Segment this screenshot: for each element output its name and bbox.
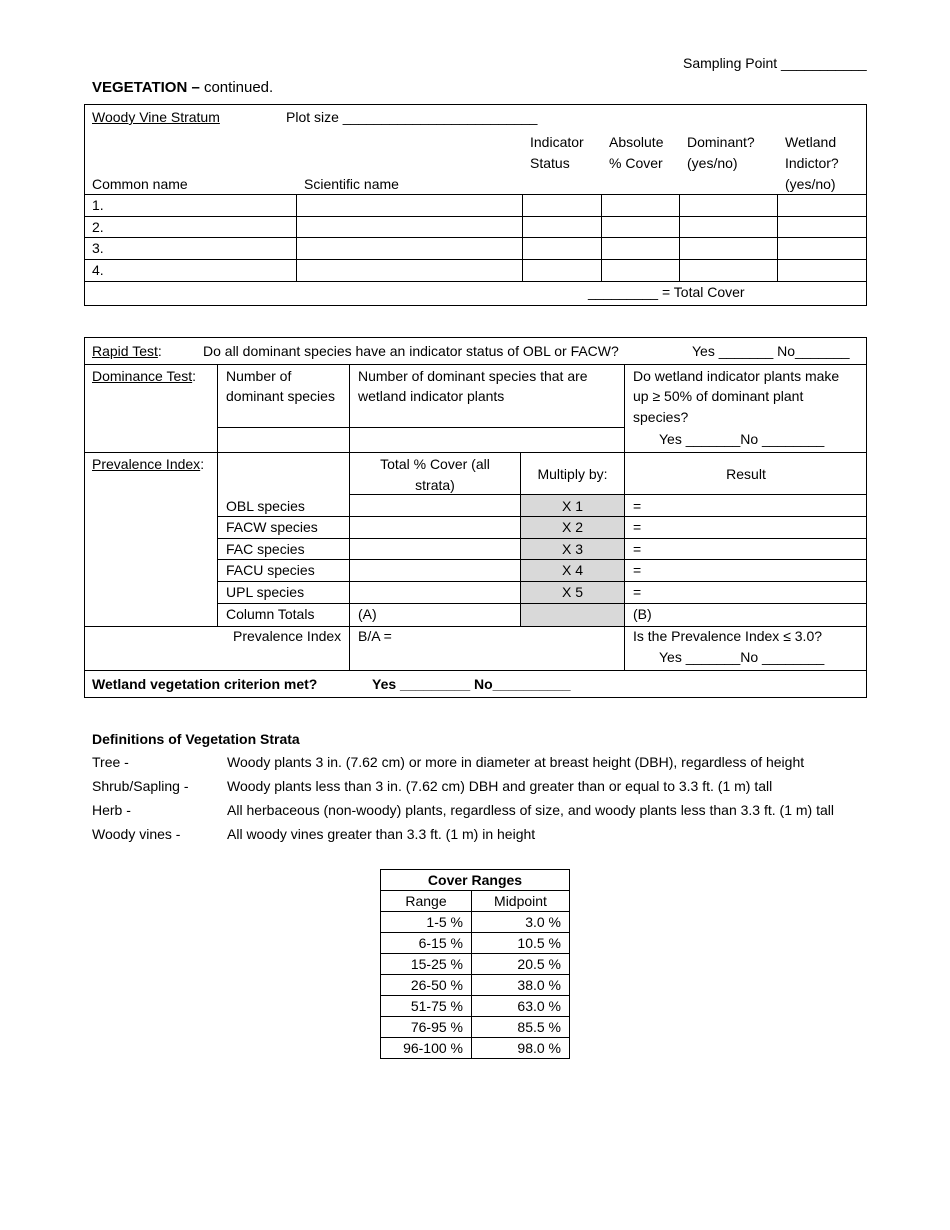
range-cell: 96-100 % bbox=[381, 1038, 472, 1059]
range-cell: 1-5 % bbox=[381, 912, 472, 933]
multiply-factor: X 5 bbox=[561, 584, 583, 600]
range-cell: 76-95 % bbox=[381, 1017, 472, 1038]
species-name: UPL species bbox=[226, 584, 305, 600]
dom-number-2: dominant species bbox=[226, 388, 335, 404]
col-multiply-by: Multiply by: bbox=[537, 466, 608, 482]
result-cell[interactable]: = bbox=[633, 519, 642, 535]
midpoint-cell: 10.5 % bbox=[472, 933, 570, 954]
title-bold: VEGETATION – bbox=[92, 79, 200, 96]
row-number: 4. bbox=[92, 262, 104, 278]
dom-question-3: species? bbox=[633, 409, 689, 425]
definitions-heading: Definitions of Vegetation Strata bbox=[92, 731, 300, 747]
definition-term: Herb - bbox=[92, 802, 131, 818]
midpoint-cell: 85.5 % bbox=[472, 1017, 570, 1038]
pi-question: Is the Prevalence Index ≤ 3.0? bbox=[633, 628, 823, 644]
multiply-factor: X 1 bbox=[561, 498, 583, 514]
result-cell[interactable]: = bbox=[633, 562, 642, 578]
col-range: Range bbox=[381, 891, 472, 912]
dom-question-2: up ≥ 50% of dominant plant bbox=[633, 388, 804, 404]
result-cell[interactable]: = bbox=[633, 498, 642, 514]
multiply-factor: X 2 bbox=[561, 519, 583, 535]
dom-number-1: Number of bbox=[226, 368, 292, 384]
range-cell: 15-25 % bbox=[381, 954, 472, 975]
rapid-test-label: Rapid Test: bbox=[92, 343, 162, 359]
midpoint-cell: 20.5 % bbox=[472, 954, 570, 975]
column-totals-label: Column Totals bbox=[226, 606, 315, 622]
plot-size-field[interactable]: Plot size _________________________ bbox=[286, 109, 538, 125]
range-cell: 51-75 % bbox=[381, 996, 472, 1017]
multiply-factor: X 4 bbox=[561, 562, 583, 578]
page-title bbox=[92, 79, 273, 96]
row-number: 3. bbox=[92, 240, 104, 256]
dom-wetland-1: Number of dominant species that are bbox=[358, 368, 588, 384]
col-dominant-2: (yes/no) bbox=[687, 155, 738, 171]
col-midpoint: Midpoint bbox=[472, 891, 570, 912]
col-dominant-1: Dominant? bbox=[687, 134, 755, 150]
col-scientific-name: Scientific name bbox=[304, 176, 399, 192]
col-wetland-2: Indictor? bbox=[785, 155, 839, 171]
midpoint-cell: 3.0 % bbox=[472, 912, 570, 933]
criterion-label: Wetland vegetation criterion met? bbox=[92, 676, 318, 692]
cover-ranges-table bbox=[380, 869, 570, 1059]
title-rest: continued. bbox=[199, 79, 274, 96]
col-wetland-1: Wetland bbox=[785, 134, 837, 150]
col-common-name: Common name bbox=[92, 176, 188, 192]
criterion-yes-no[interactable]: Yes _________ No__________ bbox=[372, 676, 571, 692]
rapid-test-yes-no[interactable]: Yes _______ No_______ bbox=[692, 343, 850, 359]
range-cell: 6-15 % bbox=[381, 933, 472, 954]
col-indicator-2: Status bbox=[530, 155, 570, 171]
rapid-test-question: Do all dominant species have an indicator status of OBL or FACW? bbox=[203, 343, 619, 359]
total-a[interactable]: (A) bbox=[358, 606, 377, 622]
range-cell: 26-50 % bbox=[381, 975, 472, 996]
pi-yes-no[interactable]: Yes _______No ________ bbox=[659, 649, 825, 665]
midpoint-cell: 63.0 % bbox=[472, 996, 570, 1017]
definition-term: Tree - bbox=[92, 754, 129, 770]
col-total-cover-1: Total % Cover (all bbox=[380, 456, 490, 472]
species-name: FACW species bbox=[226, 519, 318, 535]
species-name: FACU species bbox=[226, 562, 315, 578]
species-name: OBL species bbox=[226, 498, 305, 514]
dom-wetland-2: wetland indicator plants bbox=[358, 388, 505, 404]
species-name: FAC species bbox=[226, 541, 305, 557]
prevalence-index-row-label: Prevalence Index bbox=[233, 628, 342, 644]
total-b[interactable]: (B) bbox=[633, 606, 652, 622]
sampling-point[interactable]: Sampling Point ___________ bbox=[683, 55, 867, 71]
dominance-yes-no[interactable]: Yes _______No ________ bbox=[659, 431, 825, 447]
row-number: 1. bbox=[92, 197, 104, 213]
prevalence-index-label: Prevalence Index: bbox=[92, 456, 205, 472]
midpoint-cell: 98.0 % bbox=[472, 1038, 570, 1059]
col-absolute-2: % Cover bbox=[609, 155, 663, 171]
result-cell[interactable]: = bbox=[633, 541, 642, 557]
definition-desc: Woody plants 3 in. (7.62 cm) or more in diameter at breast height (DBH), regardless of height bbox=[227, 754, 805, 770]
col-total-cover-2: strata) bbox=[415, 477, 455, 493]
multiply-factor: X 3 bbox=[561, 541, 583, 557]
definition-desc: Woody plants less than 3 in. (7.62 cm) DBH and greater than or equal to 3.3 ft. (1 m) tall bbox=[227, 778, 773, 794]
midpoint-cell: 38.0 % bbox=[472, 975, 570, 996]
ba-field[interactable]: B/A = bbox=[358, 628, 392, 644]
definition-desc: All woody vines greater than 3.3 ft. (1 m) in height bbox=[227, 826, 536, 842]
total-cover-field[interactable]: _________ = Total Cover bbox=[588, 284, 745, 300]
dominance-test-label: Dominance Test: bbox=[92, 368, 197, 384]
woody-vine-stratum-label: Woody Vine Stratum bbox=[92, 109, 220, 125]
col-wetland-3: (yes/no) bbox=[785, 176, 836, 192]
cover-ranges-title: Cover Ranges bbox=[381, 870, 570, 891]
row-number: 2. bbox=[92, 219, 104, 235]
definition-desc: All herbaceous (non-woody) plants, regardless of size, and woody plants less than 3.3 ft. (1 m) tall bbox=[227, 802, 834, 818]
definition-term: Woody vines - bbox=[92, 826, 181, 842]
definition-term: Shrub/Sapling - bbox=[92, 778, 189, 794]
col-result: Result bbox=[726, 466, 766, 482]
dom-question-1: Do wetland indicator plants make bbox=[633, 368, 840, 384]
result-cell[interactable]: = bbox=[633, 584, 642, 600]
col-indicator-1: Indicator bbox=[530, 134, 584, 150]
col-absolute-1: Absolute bbox=[609, 134, 664, 150]
